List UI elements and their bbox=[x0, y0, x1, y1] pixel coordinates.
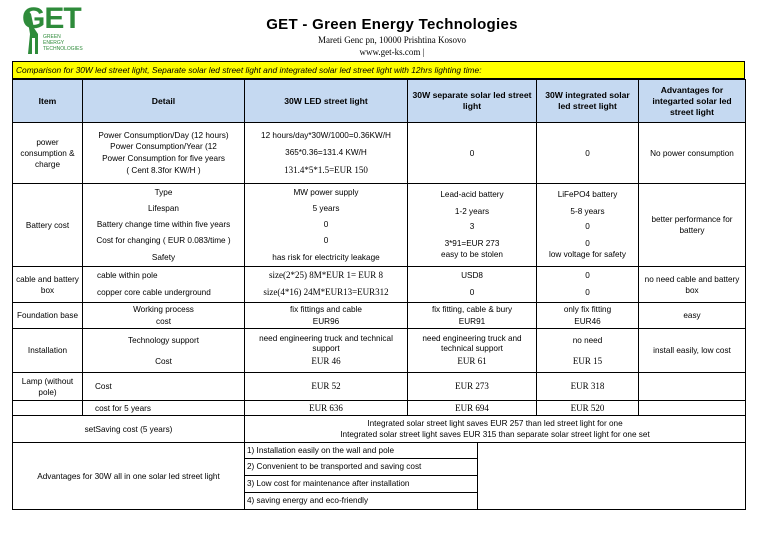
power-separate-cell: 0 bbox=[408, 123, 537, 184]
company-address: Mareti Genc pn, 10000 Prishtina Kosovo bbox=[318, 35, 466, 45]
col-header-separate: 30W separate solar led street light bbox=[408, 80, 537, 123]
table-row bbox=[13, 267, 746, 303]
table-row bbox=[13, 184, 746, 267]
advantage-item: 3) Low cost for maintenance after installation bbox=[245, 476, 478, 493]
row-label-cable: cable and battery box bbox=[13, 267, 83, 303]
saving-label-cell: setSaving cost (5 years) bbox=[13, 416, 245, 443]
power-integrated-cell: 0 bbox=[537, 123, 639, 184]
table-row bbox=[13, 401, 746, 416]
col-header-30w: 30W LED street light bbox=[245, 80, 408, 123]
advantage-item: 1) Installation easily on the wall and pole bbox=[245, 443, 478, 459]
col-header-detail: Detail bbox=[83, 80, 245, 123]
advantage-item: 2) Convenient to be transported and saving cost bbox=[245, 459, 478, 476]
row-label-lamp: Lamp (without pole) bbox=[13, 373, 83, 401]
cable-detail-cell: cable within pole copper core cable underground bbox=[83, 267, 245, 303]
lamp-30w-cell: EUR 52 bbox=[245, 373, 408, 401]
battery-30w-cell: MW power supply 5 years 0 0 has risk for electricity leakage bbox=[245, 184, 408, 267]
table-row bbox=[13, 329, 746, 373]
power-advantage-cell: No power consumption bbox=[639, 123, 746, 184]
comparison-table bbox=[12, 79, 746, 510]
table-header-row bbox=[13, 80, 746, 123]
lamp-detail-cell: Cost bbox=[83, 373, 245, 401]
logo-subtitle: GREEN ENERGY TECHNOLOGIES bbox=[43, 34, 83, 52]
col-header-integrated: 30W integrated solar led street light bbox=[537, 80, 639, 123]
page-title: GET - Green Energy Technologies bbox=[266, 16, 518, 33]
installation-advantage-cell: install easily, low cost bbox=[639, 329, 746, 373]
table-row bbox=[13, 443, 746, 510]
lamp-separate-cell: EUR 273 bbox=[408, 373, 537, 401]
installation-detail-cell: Technology support Cost bbox=[83, 329, 245, 373]
battery-advantage-cell: better performance for battery bbox=[639, 184, 746, 267]
five-years-item-cell bbox=[13, 401, 83, 416]
installation-separate-cell: need engineering truck and technical support EUR 61 bbox=[408, 329, 537, 373]
installation-integrated-cell: no need EUR 15 bbox=[537, 329, 639, 373]
five-years-30w-cell: EUR 636 bbox=[245, 401, 408, 416]
five-years-separate-cell: EUR 694 bbox=[408, 401, 537, 416]
lamp-advantage-cell bbox=[639, 373, 746, 401]
cable-advantage-cell: no need cable and battery box bbox=[639, 267, 746, 303]
cable-separate-cell: USD8 0 bbox=[408, 267, 537, 303]
table-row bbox=[13, 373, 746, 401]
foundation-advantage-cell: easy bbox=[639, 303, 746, 329]
advantage-item: 4) saving energy and eco-friendly bbox=[245, 493, 478, 509]
table-row bbox=[13, 123, 746, 184]
col-header-advantages: Advantages for integarted solar led street light bbox=[639, 80, 746, 123]
foundation-separate-cell: fix fitting, cable & bury EUR91 bbox=[408, 303, 537, 329]
foundation-integrated-cell: only fix fitting EUR46 bbox=[537, 303, 639, 329]
five-years-detail-cell: cost for 5 years bbox=[83, 401, 245, 416]
lamp-integrated-cell: EUR 318 bbox=[537, 373, 639, 401]
cable-30w-cell: size(2*25) 8M*EUR 1= EUR 8 size(4*16) 24M*EUR13=EUR312 bbox=[245, 267, 408, 303]
row-label-foundation: Foundation base bbox=[13, 303, 83, 329]
row-label-battery: Battery cost bbox=[13, 184, 83, 267]
company-website: www.get-ks.com | bbox=[359, 47, 425, 57]
battery-detail-cell: Type Lifespan Battery change time within five years Cost for changing ( EUR 0.083/time ) Safety bbox=[83, 184, 245, 267]
saving-text-cell: Integrated solar street light saves EUR 257 than led street light for one Integrated solar street light saves EUR 315 than separate solar street light for one set bbox=[245, 416, 746, 443]
five-years-integrated-cell: EUR 520 bbox=[537, 401, 639, 416]
five-years-advantage-cell bbox=[639, 401, 746, 416]
table-row bbox=[13, 303, 746, 329]
installation-30w-cell: need engineering truck and technical support EUR 46 bbox=[245, 329, 408, 373]
battery-integrated-cell: LiFePO4 battery 5-8 years 0 0 low voltage for safety bbox=[537, 184, 639, 267]
row-label-installation: Installation bbox=[13, 329, 83, 373]
cable-integrated-cell: 0 0 bbox=[537, 267, 639, 303]
col-header-item: Item bbox=[13, 80, 83, 123]
advantages-all-label-cell: Advantages for 30W all in one solar led street light bbox=[13, 443, 245, 510]
comparison-banner: Comparison for 30W led street light, Separate solar led street light and integrated solar led street light with 12hrs lighting time: bbox=[12, 61, 745, 79]
row-label-power: power consumption & charge bbox=[13, 123, 83, 184]
power-30w-cell: 12 hours/day*30W/1000=0.36KW/H 365*0.36=131.4 KW/H 131.4*5*1.5=EUR 150 bbox=[245, 123, 408, 184]
advantages-all-list-cell bbox=[245, 443, 746, 510]
table-row bbox=[13, 416, 746, 443]
battery-separate-cell: Lead-acid battery 1-2 years 3 3*91=EUR 273 easy to be stolen bbox=[408, 184, 537, 267]
power-detail-cell: Power Consumption/Day (12 hours) Power Consumption/Year (12 Power Consumption for five years ( Cent 8.3for KW/H ) bbox=[83, 123, 245, 184]
foundation-detail-cell: Working process cost bbox=[83, 303, 245, 329]
logo-text: GET bbox=[22, 2, 81, 35]
foundation-30w-cell: fix fittings and cable EUR96 bbox=[245, 303, 408, 329]
